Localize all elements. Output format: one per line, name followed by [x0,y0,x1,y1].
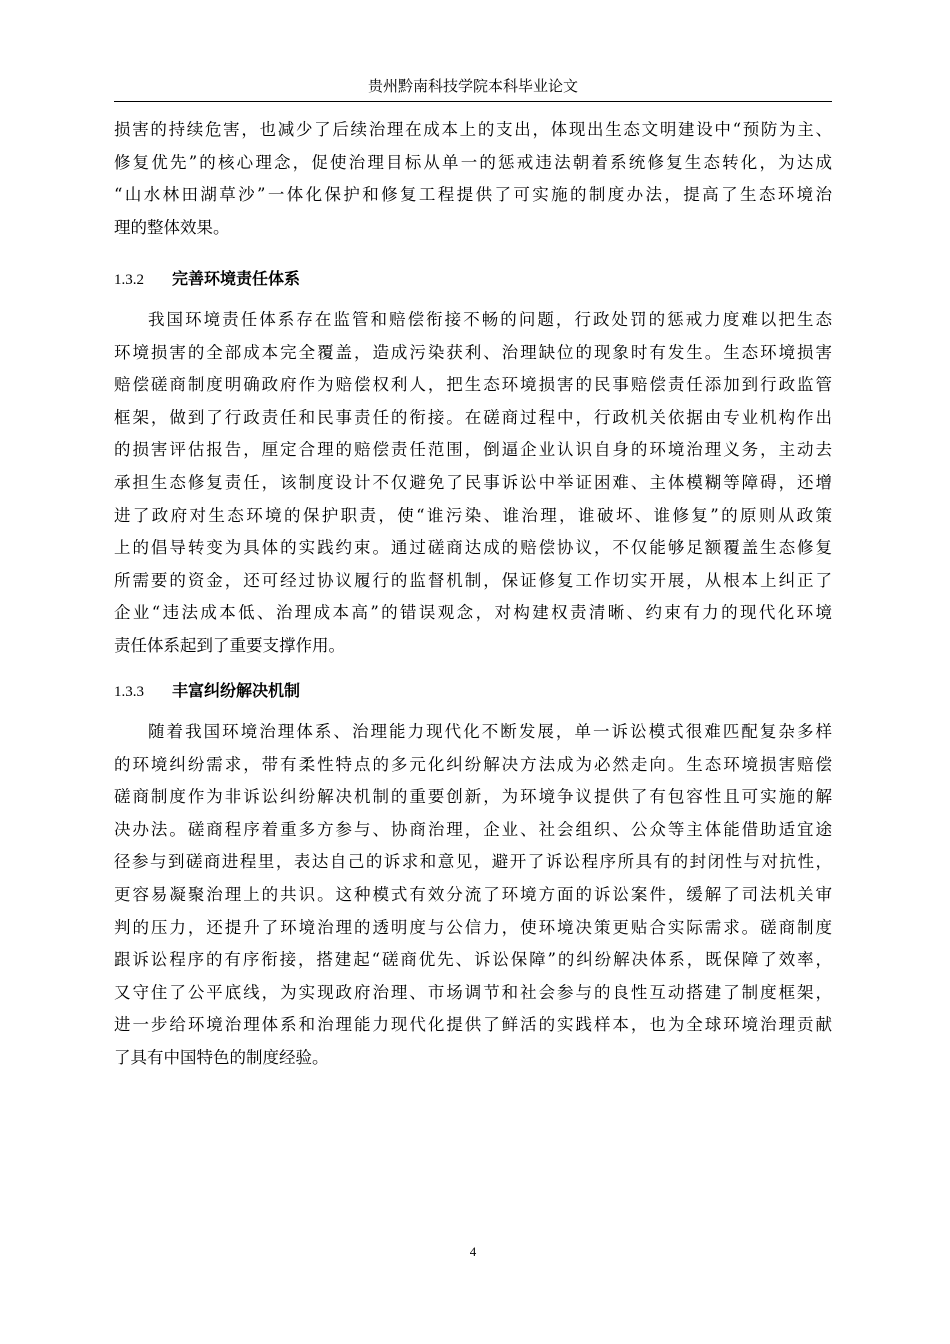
paragraph-line: 跟诉讼程序的有序衔接，搭建起“磋商优先、诉讼保障”的纠纷解决体系，既保障了效率， [114,950,832,970]
paragraph-line: 企业“违法成本低、治理成本高”的错误观念，对构建权责清晰、约束有力的现代化环境 [114,603,832,623]
section-title: 完善环境责任体系 [172,269,301,288]
paragraph-line: 损害的持续危害，也减少了后续治理在成本上的支出，体现出生态文明建设中“预防为主、 [114,120,832,139]
paragraph-line: 随着我国环境治理体系、治理能力现代化不断发展，单一诉讼模式很难匹配复杂多样 [148,722,832,741]
section-title: 丰富纠纷解决机制 [172,681,301,700]
paragraph-line: 径参与到磋商进程里，表达自己的诉求和意见，避开了诉讼程序所具有的封闭性与对抗性， [114,852,832,872]
paragraph-line: 的损害评估报告，厘定合理的赔偿责任范围，倒逼企业认识自身的环境治理义务，主动去 [114,440,832,460]
paragraph-line: 决办法。磋商程序着重多方参与、协商治理，企业、社会组织、公众等主体能借助适宜途 [114,819,832,839]
paragraph-line: 了具有中国特色的制度经验。 [114,1047,329,1067]
paragraph-line: 更容易凝聚治理上的共识。这种模式有效分流了环境方面的诉讼案件，缓解了司法机关审 [114,884,832,904]
paragraph-line: 赔偿磋商制度明确政府作为赔偿权利人，把生态环境损害的民事赔偿责任添加到行政监管 [114,375,832,395]
paragraph-line: 又守住了公平底线，为实现政府治理、市场调节和社会参与的良性互动搭建了制度框架， [114,982,832,1002]
intro-paragraph [114,114,832,244]
section-paragraph-1-3-2 [114,304,832,663]
paragraph-line: 上的倡导转变为具体的实践约束。通过磋商达成的赔偿协议，不仅能够足额覆盖生态修复 [114,538,832,558]
paragraph-line: 判的压力，还提升了环境治理的透明度与公信力，使环境决策更贴合实际需求。磋商制度 [114,917,832,937]
paragraph-line: 框架，做到了行政责任和民事责任的衔接。在磋商过程中，行政机关依据由专业机构作出 [114,407,832,427]
section-number: 1.3.3 [114,684,144,700]
paragraph-line: 环境损害的全部成本完全覆盖，造成污染获利、治理缺位的现象时有发生。生态环境损害 [114,342,832,362]
header-title: 贵州黔南科技学院本科毕业论文 [367,77,578,95]
paragraph-line: 所需要的资金，还可经过协议履行的监督机制，保证修复工作切实开展，从根本上纠正了 [114,570,832,590]
section-heading-1-3-3 [114,676,832,706]
paragraph-line: 理的整体效果。 [114,217,230,237]
paragraph-line: 的环境纠纷需求，带有柔性特点的多元化纠纷解决方法成为必然走向。生态环境损害赔偿 [114,754,832,774]
section-paragraph-1-3-3 [114,716,832,1075]
page-number [114,1243,832,1261]
paragraph-line: 修复优先”的核心理念，促使治理目标从单一的惩戒违法朝着系统修复生态转化，为达成 [114,152,832,172]
paragraph-line: 我国环境责任体系存在监管和赔偿衔接不畅的问题，行政处罚的惩戒力度难以把生态 [148,310,832,329]
paragraph-line: 承担生态修复责任，该制度设计不仅避免了民事诉讼中举证困难、主体模糊等障碍，还增 [114,472,832,492]
page-number-text: 4 [469,1244,477,1259]
paragraph-line: “山水林田湖草沙”一体化保护和修复工程提供了可实施的制度办法，提高了生态环境治 [114,185,832,205]
paragraph-line: 进了政府对生态环境的保护职责，使“谁污染、谁治理，谁破坏、谁修复”的原则从政策 [114,505,832,525]
paragraph-line: 责任体系起到了重要支撑作用。 [114,635,345,655]
paragraph-line: 进一步给环境治理体系和治理能力现代化提供了鲜活的实践样本，也为全球环境治理贡献 [114,1015,832,1035]
page-header [114,74,832,102]
paragraph-line: 磋商制度作为非诉讼纠纷解决机制的重要创新，为环境争议提供了有包容性且可实施的解 [114,787,832,807]
section-number: 1.3.2 [114,272,144,288]
section-heading-1-3-2 [114,264,832,294]
